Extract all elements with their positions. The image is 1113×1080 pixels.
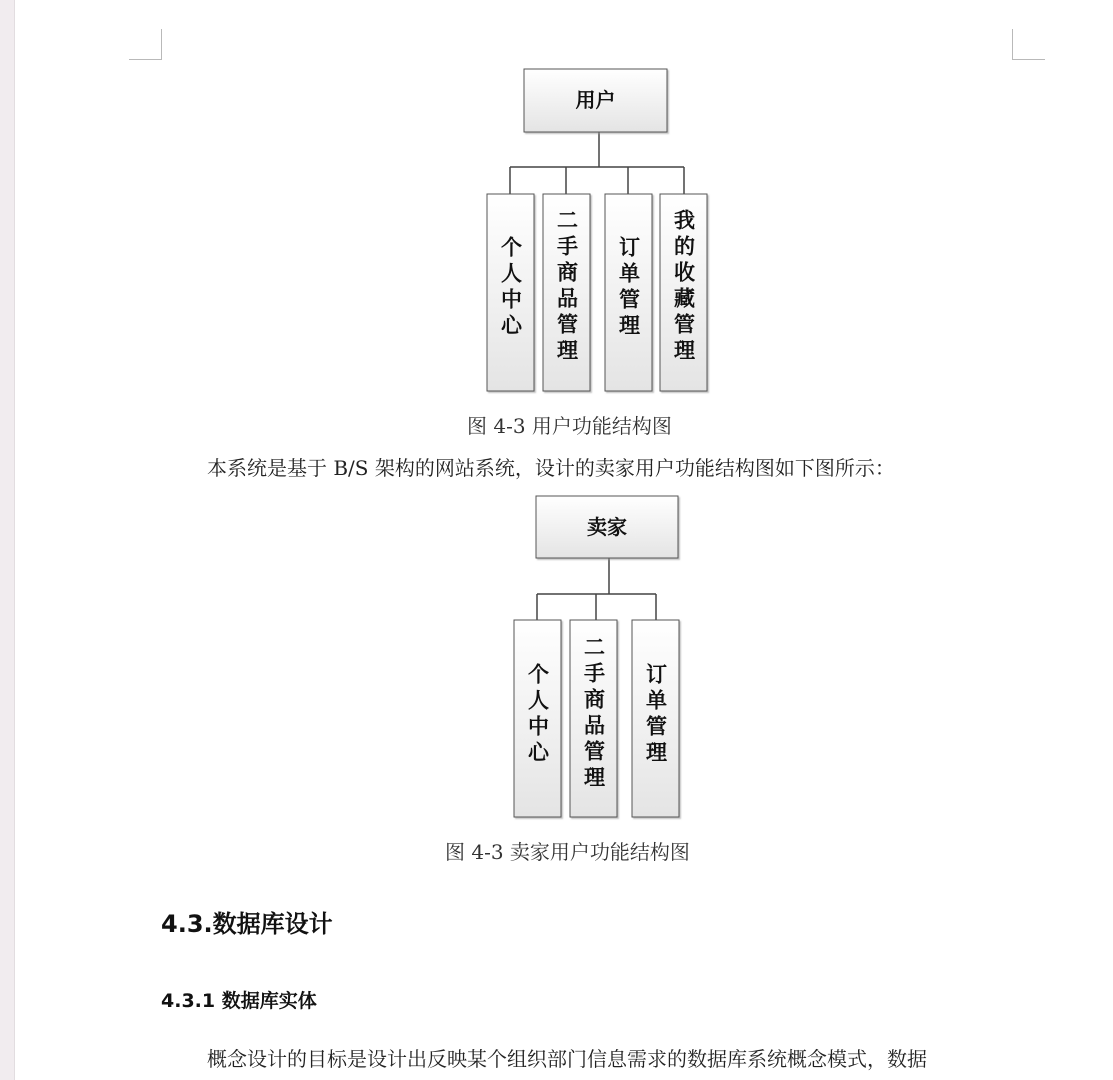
diagram-seller-root-label: 卖家 — [587, 515, 627, 539]
diagram-user-child-node — [660, 194, 707, 391]
diagram-user-child-label: 我的收藏管理 — [671, 209, 696, 365]
section-heading: 4.3.数据库设计 — [161, 910, 333, 938]
subsection-heading: 4.3.1 数据库实体 — [161, 990, 317, 1012]
diagram-seller-child-label: 订单管理 — [643, 663, 668, 767]
diagram-seller-root-node — [536, 496, 678, 558]
diagram-seller-child-node — [514, 620, 561, 817]
diagram-user-child-label: 订单管理 — [616, 236, 641, 340]
diagram-user-child-label: 二手商品管理 — [554, 209, 579, 365]
diagram-user — [487, 69, 707, 391]
diagram-user-child-node — [543, 194, 590, 391]
diagram-user-child-node — [605, 194, 652, 391]
diagram-user-connectors — [510, 132, 684, 194]
figure-caption: 图 4-3 用户功能结构图 — [467, 414, 672, 438]
diagram-seller — [514, 496, 679, 817]
paragraph: 概念设计的目标是设计出反映某个组织部门信息需求的数据库系统概念模式，数据 — [207, 1047, 927, 1071]
figure-caption: 图 4-3 卖家用户功能结构图 — [445, 840, 690, 864]
diagram-user-child-label: 个人中心 — [498, 236, 523, 340]
diagram-user-root-label: 用户 — [575, 88, 616, 112]
diagram-seller-connectors — [537, 558, 656, 620]
diagram-seller-child-node — [632, 620, 679, 817]
diagram-seller-child-label: 二手商品管理 — [581, 636, 606, 792]
diagram-seller-child-label: 个人中心 — [525, 663, 550, 767]
diagram-seller-child-node — [570, 620, 617, 817]
diagram-user-child-node — [487, 194, 534, 391]
diagram-user-root-node — [524, 69, 667, 132]
paragraph: 本系统是基于 B/S 架构的网站系统，设计的卖家用户功能结构图如下图所示： — [207, 456, 895, 480]
